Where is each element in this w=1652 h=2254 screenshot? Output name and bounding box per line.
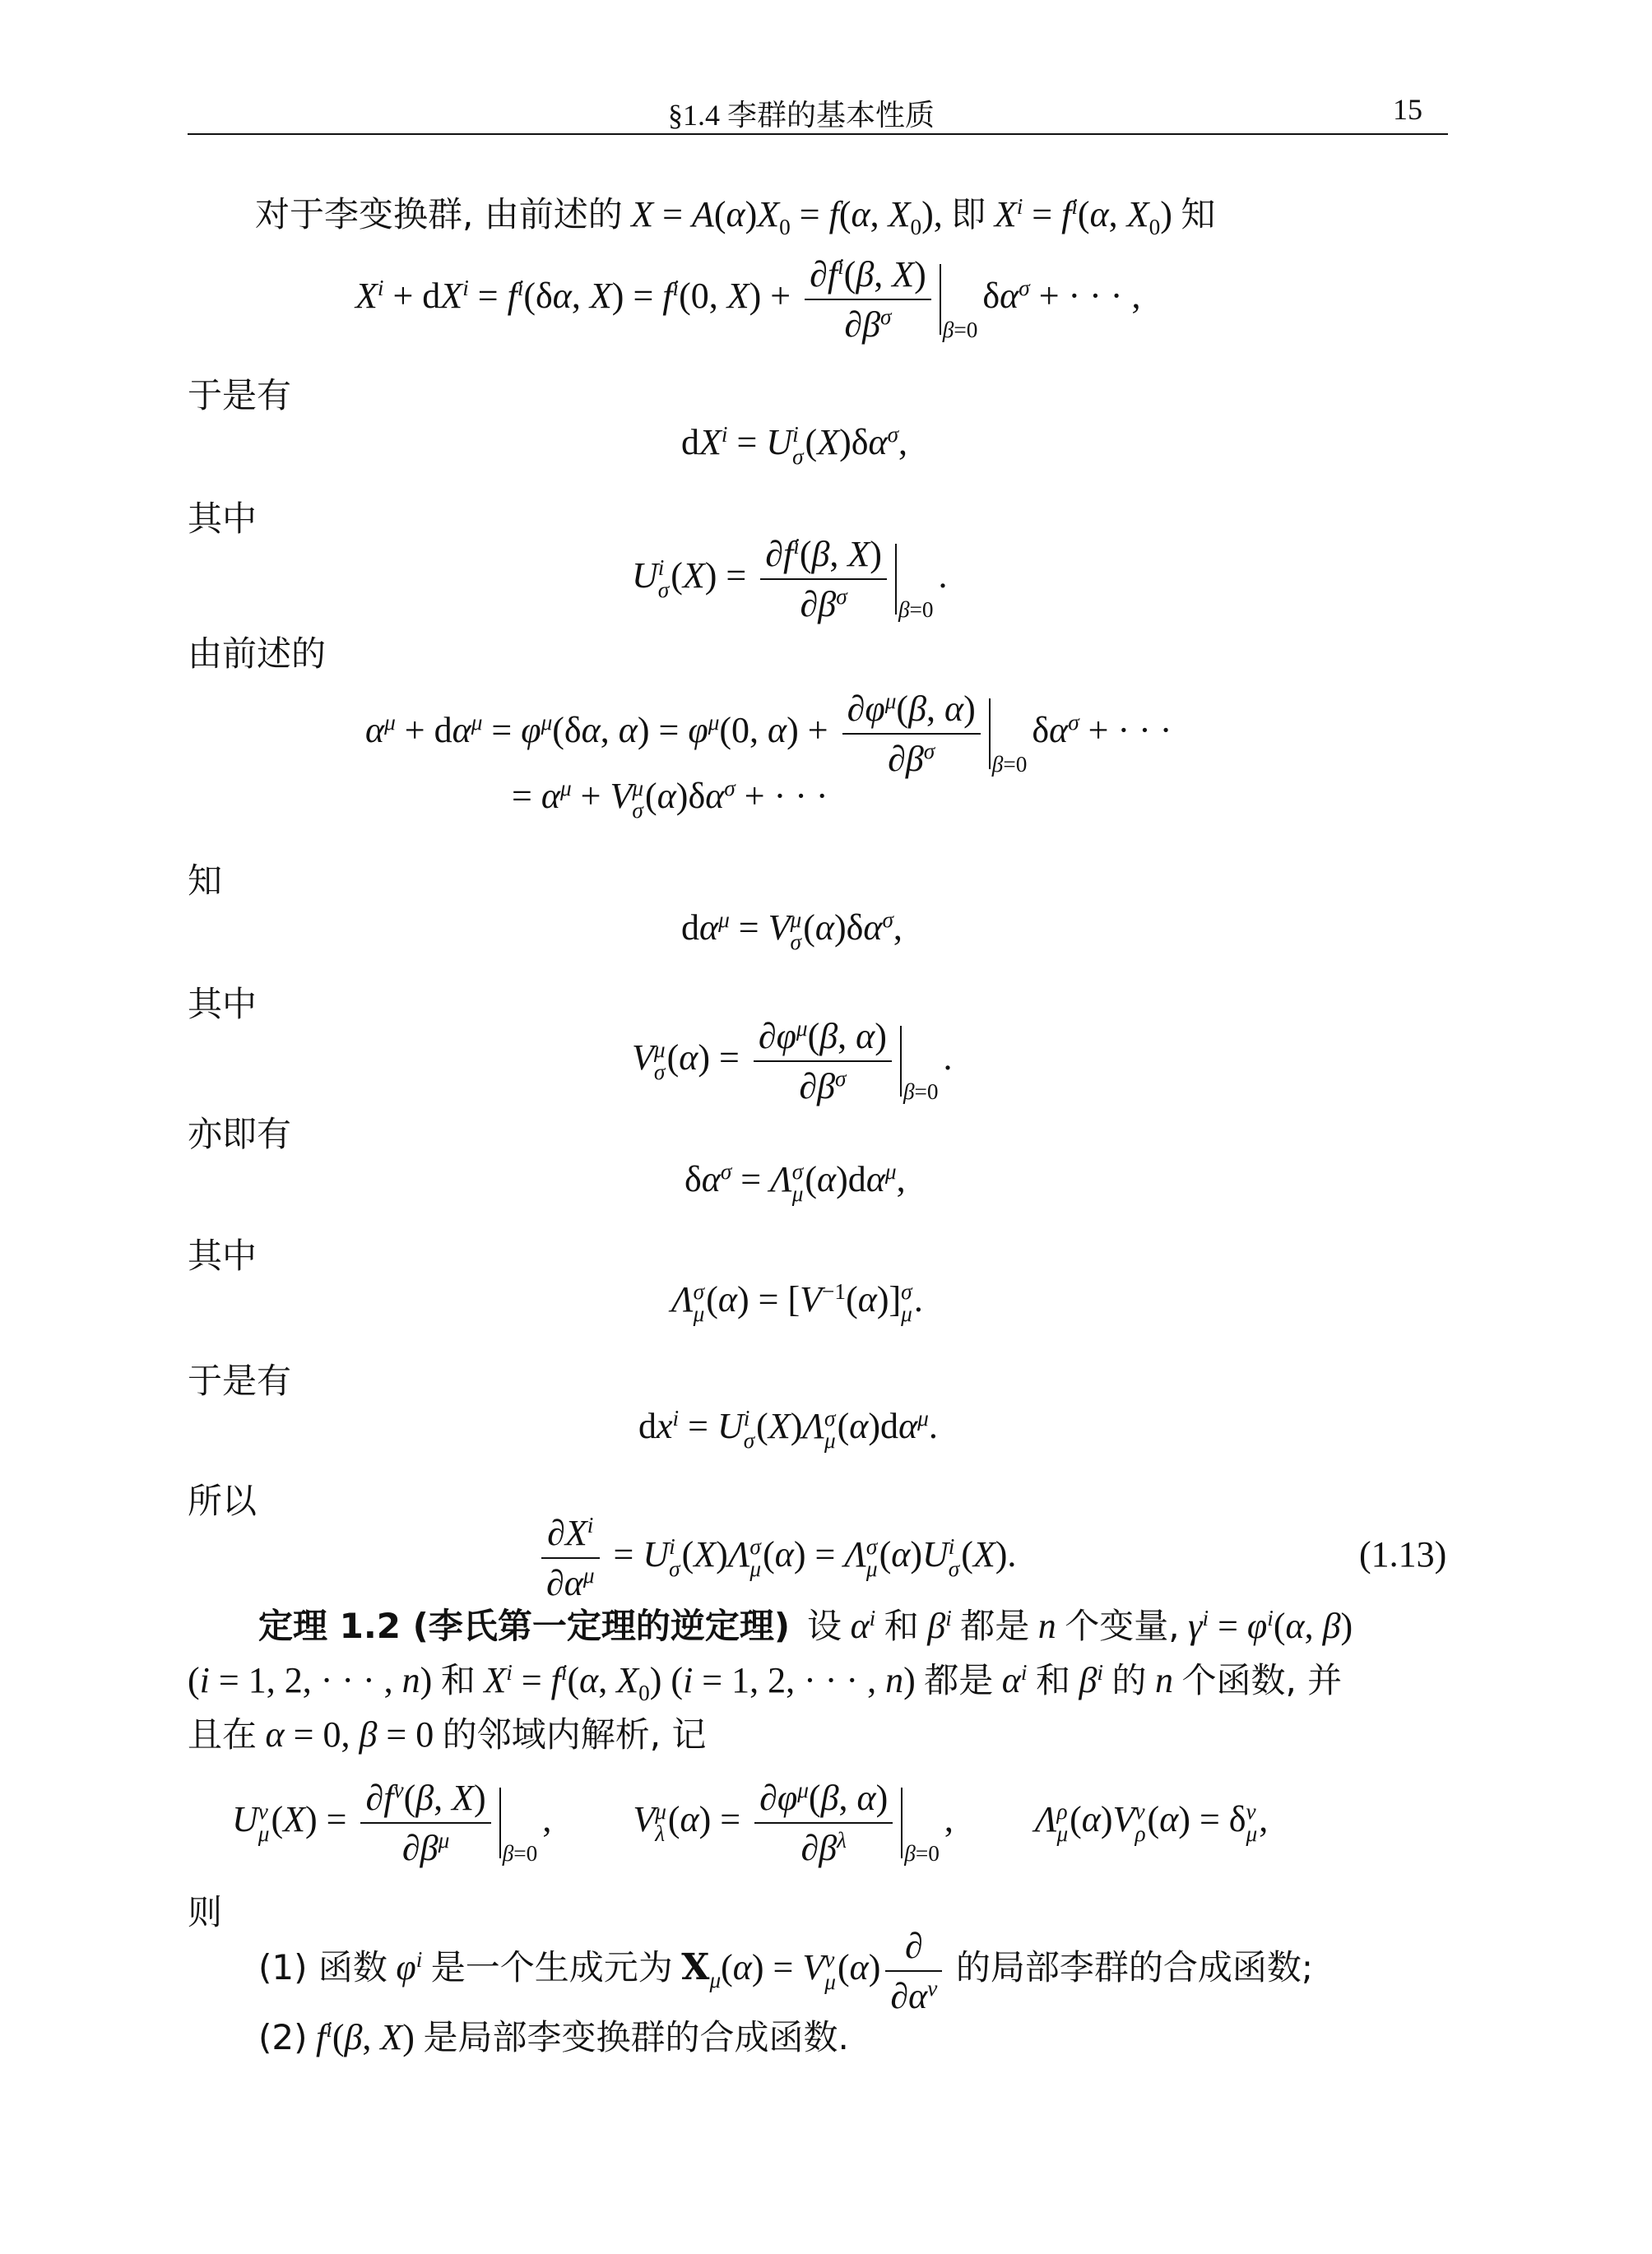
page-number: 15 — [1393, 93, 1422, 126]
label-yi-ji-you: 亦即有 — [188, 1114, 292, 1154]
intro-end: 知 — [1181, 194, 1216, 234]
paragraph-intro — [255, 188, 1215, 237]
equation-number-1-13: (1.13) — [1359, 1534, 1447, 1575]
label-suo-yi: 所以 — [188, 1481, 258, 1521]
fraction-df-dbeta: $\frac{\partial f^i(\beta, X)}{\partial\beta^\sigma}$ — [805, 253, 931, 346]
theorem-line-2: (i = 1, 2, · · · , n) 和 $X^i = f^i(\alpha$, $X_0$) (i = 1, 2, · · · , n) 都是 $\alpha^i$ 和 $\beta^i$ 的 n 个函数, 并 — [188, 1660, 1343, 1705]
label-qi-zhong-1: 其中 — [188, 499, 258, 539]
theorem-line-3: 且在 α = 0, β = 0 的邻域内解析, 记 — [188, 1714, 707, 1755]
theorem-item-1: (1) 函数 $\varphi^i$ 是一个生成元为 $X_\mu(\alpha) = V$ ν μ (α) $\frac{\partial}{\partial\alpha^\nu}$ 的局部李群的合成函数; — [258, 1926, 1313, 2016]
theorem-item-2: (2) $f^i(\beta$, X) 是局部李变换群的合成函数. — [258, 2017, 849, 2057]
equation-dalpha: $d\alpha^\mu = V$ μ σ $(\alpha)\delta\alpha^\sigma$, — [681, 907, 903, 955]
intro-mid: 即 — [951, 194, 986, 234]
equation-u-def: U i σ (X) = $\frac{\partial f^i(\beta, X)}{\partial\beta^\sigma}$ $_{\beta=0}$. — [632, 534, 948, 624]
header-rule — [188, 133, 1448, 135]
equation-x-expansion: $X^i + dX^i = f^i(\delta\alpha$, $X) = f^i(0$, X) + $\frac{\partial f^i(\beta, X)}{\partial\beta^\sigma}$ $_{\beta=0}\delta\alpha^\sigma$ + · · · , — [355, 254, 1141, 345]
equation-v-def: V μ σ (α) = $\frac{\partial\varphi^\mu(\beta, \alpha)}{\partial\beta^\sigma}$ $_{\beta=0}$. — [632, 1016, 953, 1106]
label-yu-shi-you-1: 于是有 — [188, 375, 292, 415]
theorem-line-1: 定理 1.2 (李氏第一定理的逆定理) 设 $\alpha^i$ 和 $\beta^i$ 都是 n 个变量, $\gamma^i = \varphi^i(\alpha$, β) — [258, 1606, 1353, 1646]
label-you-qian-shu-de: 由前述的 — [188, 633, 327, 674]
label-qi-zhong-2: 其中 — [188, 984, 258, 1024]
theorem-title: 定理 1.2 (李氏第一定理的逆定理) — [258, 1606, 791, 1646]
equation-1-13: $\frac{\partial X^i}{\partial\alpha^\mu}$ = U i σ (X)Λ σ μ (α) = Λ σ μ (α)U i σ (X). — [536, 1512, 1016, 1604]
equation-theorem-defs: U ν μ (X) = $\frac{\partial f^\nu(\beta, X)}{\partial\beta^\mu}$ $_{\beta=0}$, V μ λ (α) = $\frac{\partial\varphi^\mu(\beta, \alpha)}{\partial\beta^\lambda}$ $_{\beta=0}$, Λ ρ μ (α)V ν ρ (α) = δ ν μ , — [232, 1778, 1269, 1868]
equation-alpha-expansion-line2: = $\alpha^\mu + V$ μ σ $(\alpha)\delta\alpha^\sigma$ + · · · — [512, 775, 828, 823]
running-header-section: §1.4 李群的基本性质 — [668, 99, 935, 132]
formula-inline-xi-def: $X^i = f^i(\alpha$, $X_0$) — [994, 194, 1172, 239]
label-zhi: 知 — [188, 860, 223, 901]
equation-dxi: $dX^i = U$ i σ $(X)\delta\alpha^\sigma$, — [681, 421, 908, 470]
label-qi-zhong-3: 其中 — [188, 1236, 258, 1276]
equation-delta-alpha: $\delta\alpha^\sigma = \Lambda$ σ μ $(\alpha)d\alpha^\mu$, — [684, 1158, 906, 1207]
equation-alpha-expansion-line1: $\alpha^\mu + d\alpha^\mu = \varphi^\mu(\delta\alpha$, $\alpha) = \varphi^\mu(0$, α) + $\frac{\partial\varphi^\mu(\beta, \alpha)}{\partial\beta^\sigma}$ $_{\beta=0}\delta\alpha^\sigma$ + · · · — [365, 689, 1172, 779]
label-ze: 则 — [188, 1892, 223, 1932]
label-yu-shi-you-2: 于是有 — [188, 1361, 292, 1401]
formula-inline-x-def: $X = A(\alpha)X_0 = f(\alpha$, $X_0$), — [631, 194, 943, 239]
equation-lambda-def: Λ σ μ $(\alpha) = [V^{-1}(\alpha)]$ σ μ . — [671, 1278, 923, 1327]
intro-text: 对于李变换群, 由前述的 — [255, 194, 623, 234]
equation-dxi-lambda: $dx^i = U$ i σ (X)Λ σ μ $(\alpha)d\alpha^\mu$. — [638, 1405, 938, 1454]
